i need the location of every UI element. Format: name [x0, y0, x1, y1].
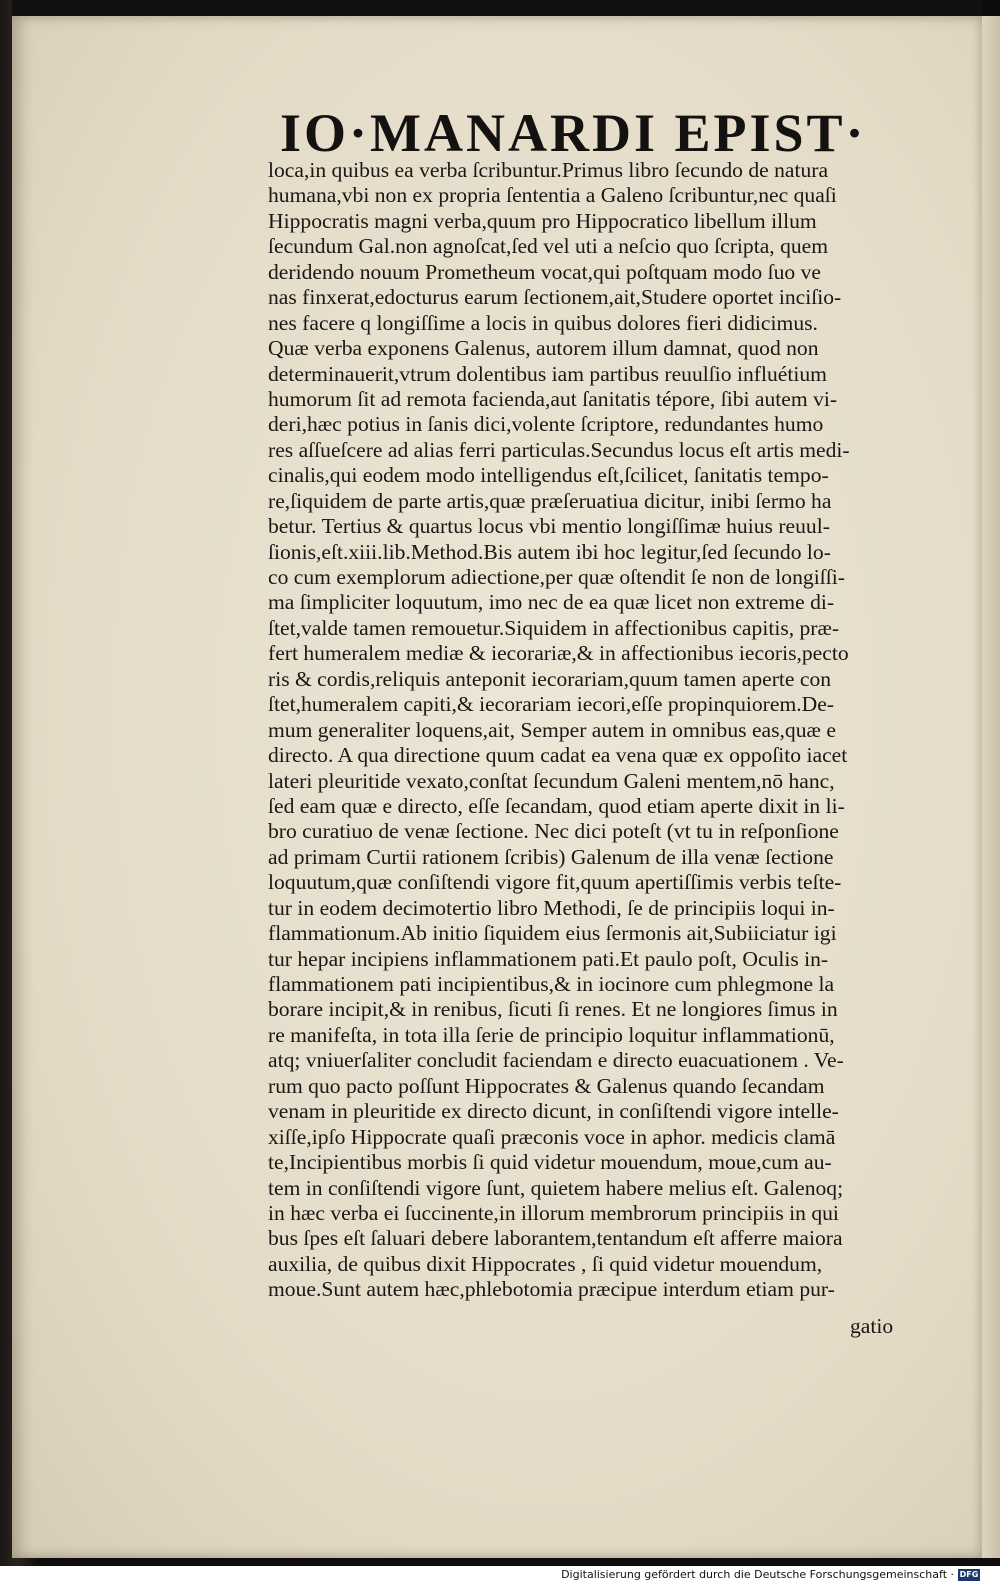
text-line: tur hepar incipiens inflammationem pati.Et paulo poſt, Oculis in-: [268, 946, 829, 971]
text-line: xiſſe,ipſo Hippocrate quaſi præconis voce in aphor. medicis clamā: [268, 1124, 836, 1149]
text-line: atq; vniuerſaliter concludit faciendam e directo euacuationem . Ve-: [268, 1048, 844, 1073]
catchword: gatio: [850, 1314, 894, 1338]
text-line: ma ſimpliciter loquutum, imo nec de ea quæ licet non extreme di-: [268, 590, 835, 615]
text-line: nas finxerat,edocturus earum ſectionem,ait,Studere oportet inciſio-: [268, 285, 842, 310]
text-line: bus ſpes eſt ſaluari debere laborantem,tentandum eſt afferre maiora: [268, 1226, 843, 1251]
text-line: res aſſueſcere ad alias ferri particulas.Secundus locus eſt artis medi-: [268, 437, 850, 462]
text-line: moue.Sunt autem hæc,phlebotomia præcipue interdum etiam pur-: [268, 1277, 835, 1302]
text-line: Hippocratis magni verba,quum pro Hippocratico libellum illum: [268, 208, 817, 233]
text-line: ſtet,humeralem capiti,& iecorariam iecori,eſſe propinquiorem.De-: [268, 692, 835, 717]
text-line: Quæ verba exponens Galenus, autorem illum damnat, quod non: [268, 336, 819, 361]
text-line: humana,vbi non ex propria ſententia a Galeno ſcribuntur,nec quaſi: [268, 183, 837, 208]
footer-bar: [0, 1566, 1000, 1585]
text-line: re,ſiquidem de parte artis,quæ præſeruatiua dicitur, inibi ſermo ha: [268, 488, 832, 513]
text-line: ſecundum Gal.non agnoſcat,ſed vel uti a neſcio quo ſcripta, quem: [268, 234, 829, 259]
funding-notice: Digitalisierung gefördert durch die Deutsche Forschungsgemeinschaft ·: [561, 1568, 954, 1581]
text-line: flammationum.Ab initio ſiquidem eius ſermonis ait,Subiiciatur igi: [268, 921, 837, 946]
text-line: co cum exemplorum adiectione,per quæ oſtendit ſe non de longiſſi-: [268, 565, 845, 589]
text-line: loca,in quibus ea verba ſcribuntur.Primus libro ſecundo de natura: [268, 158, 829, 182]
text-line: ris & cordis,reliquis anteponit iecorariam,quum tamen aperte con: [268, 666, 832, 691]
text-line: lateri pleuritide vexato,conſtat ſecundum Galeni mentem,nō hanc,: [268, 768, 835, 793]
text-line: determinauerit,vtrum dolentibus iam partibus reuulſio influétium: [268, 361, 827, 386]
text-line: deri,hæc potius in ſanis dici,volente ſcriptore, redundantes humo: [268, 412, 824, 437]
dfg-logo-icon: DFG: [959, 1570, 979, 1579]
text-line: borare incipit,& in renibus, ſicuti ſi renes. Et ne longiores ſimus in: [268, 997, 838, 1022]
page-edge-strip: [982, 16, 1000, 1558]
text-line: bro curatiuo de venæ ſectione. Nec dici poteſt (vt tu in reſponſione: [268, 819, 839, 844]
text-line: mum generaliter loquens,ait, Semper autem in omnibus eas,quæ e: [268, 717, 836, 742]
text-line: ſtet,valde tamen remouetur.Siquidem in affectionibus capitis, præ-: [268, 615, 840, 640]
text-line: ad primam Curtii rationem ſcribis) Galenum de illa venæ ſectione: [268, 844, 834, 869]
text-line: fert humeralem mediæ & iecorariæ,& in affectionibus iecoris,pecto: [268, 641, 849, 666]
text-line: nes facere q longiſſime a locis in quibus dolores fieri didicimus.: [268, 310, 818, 335]
text-line: tem in conſiſtendi vigore ſunt, quietem habere melius eſt. Galenoq;: [268, 1175, 844, 1200]
text-line: ſionis,eſt.xiii.lib.Method.Bis autem ibi hoc legitur,ſed ſecundo lo-: [268, 539, 831, 564]
text-line: loquutum,quæ conſiſtendi vigore fit,quum apertiſſimis verbis teſte-: [268, 870, 842, 895]
text-line: betur. Tertius & quartus locus vbi mentio longiſſimæ huius reuul-: [268, 514, 830, 539]
scan-top-edge: [12, 0, 982, 16]
text-line: in hæc verba ei ſuccinente,in illorum membrorum principiis in qui: [268, 1200, 839, 1225]
text-line: auxilia, de quibus dixit Hippocrates , ſi quid videtur mouendum,: [268, 1251, 823, 1276]
text-line: cinalis,qui eodem modo intelligendus eſt,ſcilicet, ſanitatis tempo-: [268, 463, 829, 488]
text-line: flammationem pati incipientibus,& in iocinore cum phlegmone la: [268, 972, 835, 996]
text-line: ſed eam quæ e directo, eſſe ſecandam, quod etiam aperte dixit in li-: [268, 793, 845, 818]
text-line: te,Incipientibus morbis ſi quid videtur mouendum, moue,cum au-: [268, 1150, 832, 1175]
text-line: rum quo pacto poſſunt Hippocrates & Galenus quando ſecandam: [268, 1073, 825, 1098]
text-line: deridendo nouum Prometheum vocat,qui poſtquam modo ſuo ve: [268, 259, 821, 284]
text-line: venam in pleuritide ex directo dicunt, in conſiſtendi vigore intelle-: [268, 1099, 839, 1124]
text-line: humorum ſit ad remota facienda,aut ſanitatis tépore, ſibi autem vi-: [268, 386, 838, 411]
body-text: [268, 158, 928, 1303]
text-line: tur in eodem decimotertio libro Methodi, ſe de principiis loqui in-: [268, 895, 835, 920]
text-line: directo. A qua directione quum cadat ea vena quæ ex oppoſito iacet: [268, 743, 848, 768]
text-line: re manifeſta, in tota illa ſerie de principio loquitur inflammationū,: [268, 1022, 835, 1047]
running-head: IO·MANARDI EPIST·: [280, 103, 867, 163]
